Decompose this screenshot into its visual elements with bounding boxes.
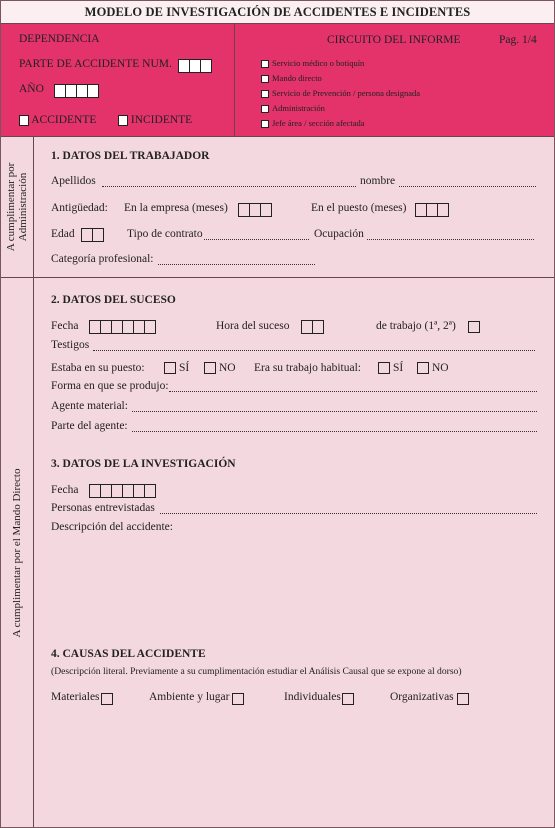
categoria-field[interactable] [158,264,315,265]
circuito-item[interactable]: Administración [261,103,325,113]
anio-label: AÑO [19,83,44,95]
section1-title: 1. DATOS DEL TRABAJADOR [51,150,210,162]
section4-title: 4. CAUSAS DEL ACCIDENTE [51,648,206,660]
incidente-option[interactable] [118,114,192,126]
form-title: MODELO DE INVESTIGACIÓN DE ACCIDENTES E INCIDENTES [1,1,554,24]
testigos-label: Testigos [51,339,90,351]
side-mando [1,278,34,827]
parte-agente-label: Parte del agente: [51,420,128,432]
accidente-option[interactable] [19,114,96,126]
puesto-label: En el puesto (meses) [311,202,407,214]
estaba-si-label: SÍ [179,362,190,374]
contrato-label: Tipo de contrato [127,228,203,240]
fecha-suceso-field[interactable] [89,320,155,334]
hora-field[interactable] [301,320,323,334]
dia-trabajo-field[interactable] [468,321,480,333]
materiales-checkbox[interactable] [101,693,113,705]
estaba-no-checkbox[interactable] [204,362,216,374]
nombre-label: nombre [360,175,396,187]
materiales-label: Materiales [51,691,100,703]
habitual-no-label: NO [432,362,449,374]
accidente-label: ACCIDENTE [31,114,97,126]
side-admin-label: A cumplimentar por Administración [5,162,29,252]
parte-num-field[interactable] [178,59,211,73]
ocupacion-label: Ocupación [314,228,364,240]
header-left-panel [1,24,235,136]
testigos-field[interactable] [93,350,535,351]
circuito-label: CIRCUITO DEL INFORME [327,34,461,46]
organizativas-checkbox[interactable] [457,693,469,705]
individuales-checkbox[interactable] [342,693,354,705]
ambiente-checkbox[interactable] [232,693,244,705]
habitual-label: Era su trabajo habitual: [254,362,361,374]
apellidos-field[interactable] [102,186,356,187]
agente-field[interactable] [132,411,537,412]
forma-field[interactable] [169,391,537,392]
circuito-item[interactable]: Mando directo [261,73,322,83]
antiguedad-label: Antigüedad: [51,202,108,214]
page-number: Pag. 1/4 [499,34,537,46]
ambiente-label: Ambiente y lugar [149,691,230,703]
circuito-checkbox[interactable] [261,120,269,128]
circuito-item[interactable]: Servicio médico o botiquín [261,58,364,68]
individuales-label: Individuales [284,691,341,703]
parte-agente-field[interactable] [132,431,537,432]
empresa-label: En la empresa (meses) [124,202,228,214]
parte-num-label: PARTE DE ACCIDENTE NUM. [19,58,172,70]
section4-note: (Descripción literal. Previamente a su cumplimentación estudiar el Análisis Causal que se expone al dorso) [51,666,462,677]
edad-label: Edad [51,228,75,240]
habitual-si-checkbox[interactable] [378,362,390,374]
estaba-no-label: NO [219,362,236,374]
fecha-investigacion-label: Fecha [51,484,79,496]
puesto-field[interactable] [415,203,448,217]
personas-label: Personas entrevistadas [51,502,155,514]
circuito-checkbox[interactable] [261,105,269,113]
side-mando-label: A cumplimentar por el Mando Directo [11,468,23,637]
habitual-no-checkbox[interactable] [417,362,429,374]
agente-label: Agente material: [51,400,128,412]
ocupacion-field[interactable] [367,239,534,240]
forma-label: Forma en que se produjo: [51,380,169,392]
side-admin [1,137,34,277]
habitual-si-label: SÍ [393,362,404,374]
circuito-checkbox[interactable] [261,75,269,83]
hora-label: Hora del suceso [216,320,290,332]
fecha-label: Fecha [51,320,79,332]
section-divider [1,277,554,278]
circuito-checkbox[interactable] [261,90,269,98]
fecha-investigacion-field[interactable] [89,484,155,498]
incidente-checkbox[interactable] [118,115,128,126]
circuito-item[interactable]: Servicio de Prevención / persona designada [261,88,420,98]
edad-field[interactable] [81,228,103,242]
estaba-label: Estaba en su puesto: [51,362,145,374]
personas-field[interactable] [160,513,537,514]
categoria-label: Categoría profesional: [51,253,154,265]
contrato-field[interactable] [204,239,309,240]
section3-title: 3. DATOS DE LA INVESTIGACIÓN [51,458,236,470]
section2-title: 2. DATOS DEL SUCESO [51,294,176,306]
dependencia-label: DEPENDENCIA [19,33,100,45]
dia-trabajo-label: de trabajo (1ª, 2ª) [376,320,456,332]
incidente-label: INCIDENTE [130,114,193,126]
estaba-si-checkbox[interactable] [164,362,176,374]
anio-field[interactable] [54,84,98,98]
circuito-checkbox[interactable] [261,60,269,68]
empresa-field[interactable] [238,203,271,217]
header-right-panel [235,24,554,136]
header-band [1,24,554,137]
descripcion-label: Descripción del accidente: [51,521,173,533]
accidente-checkbox[interactable] [19,115,29,126]
organizativas-label: Organizativas [390,691,454,703]
apellidos-label: Apellidos [51,175,96,187]
nombre-field[interactable] [399,186,536,187]
circuito-item[interactable]: Jefe área / sección afectada [261,118,365,128]
